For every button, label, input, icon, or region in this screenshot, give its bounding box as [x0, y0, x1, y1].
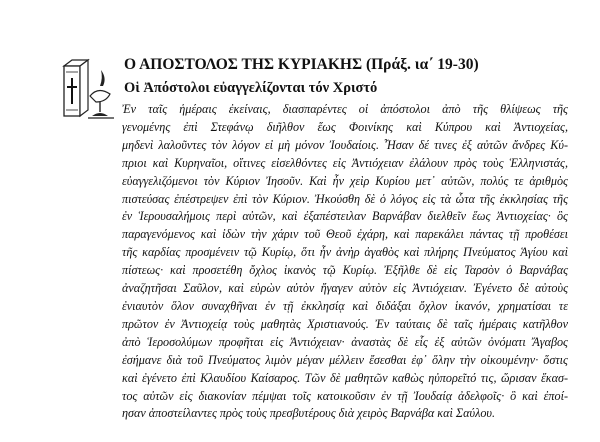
passage-line: ἀπὸ Ἱεροσολύμων προφῆται εἰς Ἀντιόχειαν· ἀναστὰς δὲ εἷς ἐξ αὐτῶν ὀνόματι Ἄγαβος — [122, 334, 568, 349]
passage-line: πιστεύσας ἐπέστρεψεν ἐπὶ τὸν Κύριον. Ἠκούσθη δὲ ὁ λόγος εἰς τὰ ὦτα τῆς ἐκκλησίας τῆς — [122, 191, 568, 206]
passage-line: ἐσήμανε διὰ τοῦ Πνεύματος λιμὸν μέγαν μέλλειν ἔσεσθαι ἐφ᾿ ὅλην τὴν οἰκουμένην· ὅστις — [122, 352, 568, 367]
book-chalice-icon — [60, 56, 116, 122]
passage-line: μηδενὶ λαλοῦντες τὸν λόγον εἰ μὴ μόνον Ἰουδαίοις. Ἦσαν δέ τινες ἐξ αὐτῶν ἄνδρες Κύ- — [122, 137, 568, 152]
passage-line: γενομένης ἐπὶ Στεφάνῳ διῆλθον ἕως Φοινίκης καὶ Κύπρου καὶ Ἀντιοχείας, — [122, 119, 568, 134]
passage-line: τος αὐτῶν εἰς διακονίαν πέμψαι τοῖς κατοικοῦσιν ἐν τῇ Ἰουδαίᾳ ἀδελφοῖς· ὃ καὶ ἐποί- — [122, 388, 568, 403]
passage-line: ἐνιαυτὸν ὅλον συναχθῆναι ἐν τῇ ἐκκλησίᾳ καὶ διδάξαι ὄχλον ἱκανόν, χρηματίσαι τε — [122, 298, 568, 313]
passage-line: Ἐν ταῖς ἡμέραις ἐκείναις, διασπαρέντες οἱ ἀπόστολοι ἀπὸ τῆς θλίψεως τῆς — [122, 102, 568, 116]
passage-line: πίστεως· καὶ προσετέθη ὄχλος ἱκανὸς τῷ Κυρίῳ. Ἐξῆλθε δὲ εἰς Ταρσὸν ὁ Βαρνάβας — [122, 263, 568, 278]
passage-line: εὐαγγελιζόμενοι τὸν Κύριον Ἰησοῦν. Καὶ ἦν χεὶρ Κυρίου μετ᾿ αὐτῶν, πολύς τε ἀριθμὸς — [122, 173, 568, 188]
passage-line: ησαν ἀποστείλαντες πρὸς τοὺς πρεσβυτέρους διὰ χειρὸς Βαρνάβα καὶ Σαύλου. — [122, 406, 495, 421]
passage-text — [122, 101, 568, 423]
passage-line: ἐν Ἱερουσαλήμοις περὶ αὐτῶν, καὶ ἐξαπέστειλαν Βαρνάβαν διελθεῖν ἕως Ἀντιοχείας· ὃς — [122, 209, 568, 224]
passage-line: καὶ ἐγένετο ἐπὶ Κλαυδίου Καίσαρος. Τῶν δὲ μαθητῶν καθὼς ηὐπορεῖτό τις, ὥρισαν ἕκασ- — [122, 370, 568, 385]
passage-line: ἀναζητῆσαι Σαῦλον, καὶ εὑρὼν αὐτὸν ἤγαγεν αὐτὸν εἰς Ἀντιόχειαν. Ἐγένετο δὲ αὐτοὺς — [122, 281, 568, 296]
page-title: Ο ΑΠΟΣΤΟΛΟΣ ΤΗΣ ΚΥΡΙΑΚΗΣ (Πράξ. ια΄ 19-30) — [124, 56, 479, 73]
page-subtitle: Οἱ Ἀπόστολοι εὐαγγελίζονται τόν Χριστό — [124, 80, 378, 96]
passage-line: τῆς καρδίας προσμένειν τῷ Κυρίῳ, ὅτι ἦν ἀνὴρ ἀγαθὸς καὶ πλήρης Πνεύματος Ἁγίου καὶ — [122, 245, 568, 260]
passage-line: πρῶτον ἐν Ἀντιοχείᾳ τοὺς μαθητὰς Χριστιανούς. Ἐν ταύταις δὲ ταῖς ἡμέραις κατῆλθον — [122, 316, 568, 331]
passage-line: πριοι καὶ Κυρηναῖοι, οἵτινες εἰσελθόντες εἰς Ἀντιόχειαν ἐλάλουν πρὸς τοὺς Ἑλληνιστάς, — [122, 155, 568, 170]
passage-line: παραγενόμενος καὶ ἰδὼν τὴν χάριν τοῦ Θεοῦ ἐχάρη, καὶ παρεκάλει πάντας τῇ προθέσει — [122, 227, 568, 242]
